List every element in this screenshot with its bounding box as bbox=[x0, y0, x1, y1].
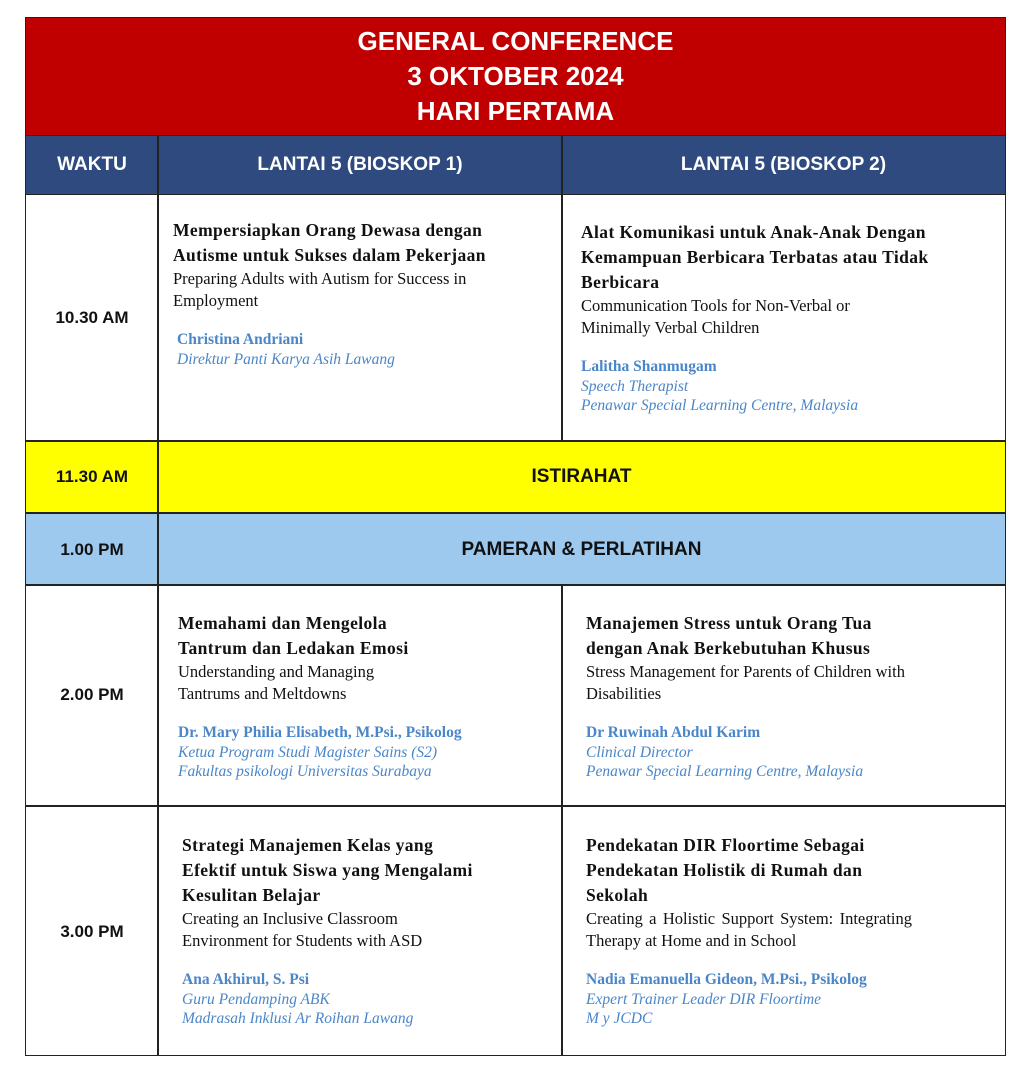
session-title-id: Pendekatan DIR Floortime Sebagai Pendekatan Holistik di Rumah dan Sekolah bbox=[586, 835, 865, 905]
session-title-en: Creating an Inclusive Classroom Environment for Students with ASD bbox=[182, 909, 423, 950]
session-title-id: Strategi Manajemen Kelas yang Efektif untuk Siswa yang Mengalami Kesulitan Belajar bbox=[182, 835, 473, 905]
session-cell bbox=[178, 611, 538, 781]
speaker-role: Expert Trainer Leader DIR Floortime bbox=[586, 991, 822, 1008]
break-label: ISTIRAHAT bbox=[531, 466, 632, 487]
speaker-role: Speech Therapist bbox=[581, 378, 689, 395]
session-title-en: Creating a Holistic Support System: Integrating Therapy at Home and in School bbox=[586, 909, 912, 950]
session-title-id: Memahami dan Mengelola Tantrum dan Ledakan Emosi bbox=[178, 613, 409, 658]
session-title-id: Manajemen Stress untuk Orang Tua dengan Anak Berkebutuhan Khusus bbox=[586, 613, 872, 658]
session-cell bbox=[182, 833, 542, 1028]
schedule-table bbox=[25, 17, 1006, 1056]
row-divider bbox=[26, 805, 1005, 807]
title-line-3: HARI PERTAMA bbox=[416, 96, 615, 126]
time-cell: 10.30 AM bbox=[55, 308, 129, 327]
speaker-name: Nadia Emanuella Gideon, M.Psi., Psikolog bbox=[586, 971, 867, 988]
time-cell: 1.00 PM bbox=[60, 539, 124, 559]
column-header-room1: LANTAI 5 (BIOSKOP 1) bbox=[158, 136, 562, 195]
session-title-en: Understanding and Managing Tantrums and Meltdowns bbox=[178, 662, 375, 703]
session-title-id: Mempersiapkan Orang Dewasa dengan Autisme untuk Sukses dalam Pekerjaan bbox=[173, 220, 486, 265]
speaker-name: Ana Akhirul, S. Psi bbox=[182, 971, 310, 988]
speaker-role: Guru Pendamping ABK bbox=[182, 991, 330, 1008]
column-divider bbox=[561, 584, 563, 1056]
speaker-role: Direktur Panti Karya Asih Lawang bbox=[177, 351, 395, 368]
speaker-affiliation: Madrasah Inklusi Ar Roihan Lawang bbox=[182, 1010, 414, 1027]
session-cell bbox=[581, 220, 986, 415]
session-title-en: Communication Tools for Non-Verbal or Minimally Verbal Children bbox=[581, 296, 850, 337]
schedule-title bbox=[26, 18, 1005, 136]
speaker-name: Dr. Mary Philia Elisabeth, M.Psi., Psikolog bbox=[178, 724, 462, 741]
session-cell bbox=[586, 833, 916, 1028]
speaker-role: Clinical Director bbox=[586, 744, 693, 761]
time-cell: 2.00 PM bbox=[60, 685, 124, 704]
speaker-name: Dr Ruwinah Abdul Karim bbox=[586, 724, 761, 741]
speaker-affiliation: Penawar Special Learning Centre, Malaysia bbox=[581, 397, 859, 414]
column-header-time: WAKTU bbox=[26, 136, 158, 195]
speaker-affiliation: Penawar Special Learning Centre, Malaysia bbox=[586, 763, 864, 780]
speaker-name: Christina Andriani bbox=[177, 331, 304, 348]
time-cell: 3.00 PM bbox=[60, 921, 124, 941]
column-divider bbox=[561, 136, 563, 441]
session-title-en: Preparing Adults with Autism for Success in Employment bbox=[173, 269, 467, 310]
speaker-name: Lalitha Shanmugam bbox=[581, 358, 717, 375]
session-title-en: Stress Management for Parents of Children with Disabilities bbox=[586, 662, 905, 703]
time-cell: 11.30 AM bbox=[55, 467, 129, 486]
exhibition-label: PAMERAN & PERLATIHAN bbox=[461, 538, 702, 560]
session-cell bbox=[586, 611, 986, 781]
speaker-affiliation: M y JCDC bbox=[586, 1010, 653, 1027]
title-line-1: GENERAL CONFERENCE bbox=[357, 26, 674, 56]
session-cell bbox=[173, 218, 548, 369]
session-title-id: Alat Komunikasi untuk Anak-Anak Dengan Kemampuan Berbicara Terbatas atau Tidak Berbicara bbox=[581, 222, 929, 292]
title-line-2: 3 OKTOBER 2024 bbox=[407, 61, 624, 91]
speaker-affiliation: Fakultas psikologi Universitas Surabaya bbox=[178, 763, 432, 780]
speaker-role: Ketua Program Studi Magister Sains (S2) bbox=[178, 744, 438, 761]
column-header-room2: LANTAI 5 (BIOSKOP 2) bbox=[562, 136, 1005, 195]
